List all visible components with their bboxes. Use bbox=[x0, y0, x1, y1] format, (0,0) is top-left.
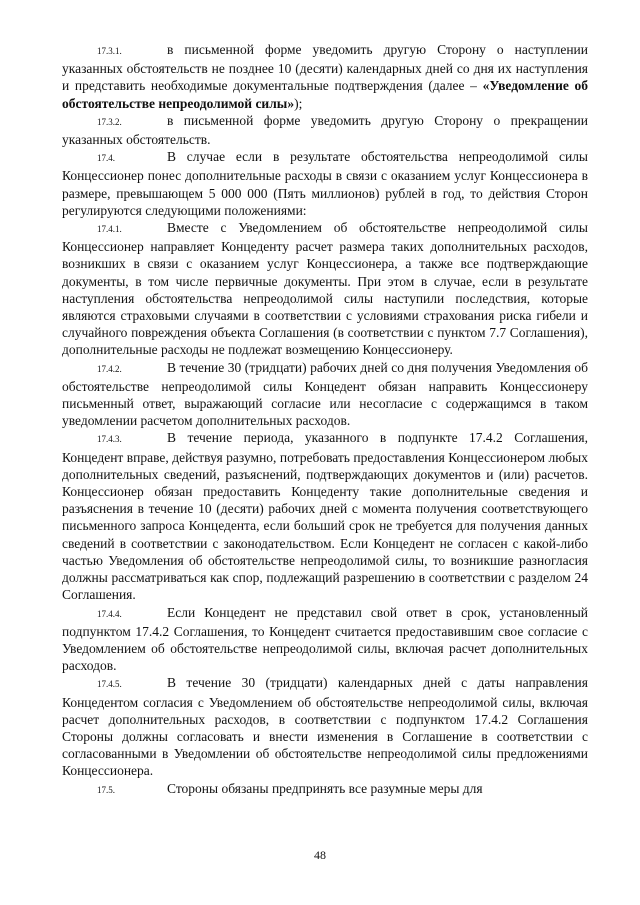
clause-number: 17.4. bbox=[97, 153, 115, 164]
clause-text: Стороны обязаны предпринять все разумные меры для bbox=[167, 780, 483, 796]
clause-number: 17.4.1. bbox=[97, 224, 122, 235]
clause-text: В течение 30 (тридцати) рабочих дней со дня получения Уведомления об обстоятельстве непреодолимой силы Концедент обязан направить Концессионеру письменный ответ, выражающий согласие или несогласие с содержащимся в таком уведомлении расчетом дополнительных расходов. bbox=[62, 359, 588, 429]
clause-number: 17.4.5. bbox=[97, 679, 122, 690]
clause-17-4-1 bbox=[62, 219, 588, 359]
clause-text: В случае если в результате обстоятельства непреодолимой силы Концессионер понес дополнительные расходы в связи с оказанием услуг Концессионера в размере, превышающем 5 000 000 (Пять миллионов) рублей в год, то действия Сторон регулируются следующими положениями: bbox=[62, 149, 588, 218]
clause-17-4-5 bbox=[62, 674, 588, 779]
clause-text: в письменной форме уведомить другую Сторону о наступлении указанных обстоятельств не позднее 10 (десяти) календарных дней со дня их наступления и представить необходимые документальные подтверждения (далее – bbox=[62, 42, 588, 94]
clause-text: Если Концедент не представил свой ответ в срок, установленный подпунктом 17.4.2 Соглашения, то Концедент считается предоставившим свое согласие с Уведомлением об обстоятельстве непреодолимой силы, включая расчет дополнительных расходов. bbox=[62, 604, 588, 674]
clause-number: 17.4.3. bbox=[97, 434, 122, 445]
clause-17-3-2 bbox=[62, 112, 588, 148]
clause-text: В течение периода, указанного в подпункте 17.4.2 Соглашения, Концедент вправе, действуя разумно, потребовать предоставления Концессионером любых дополнительных сведений, разъяснений, подтверждающих документов и (или) расчетов. Концессионер обязан предоставить Концеденту такие дополнительные сведения и разъяснения в течение 10 (десяти) рабочих дней с момента получения соответствующего письменного запроса Концедента, если больший срок не требуется для получения данных сведений в соответствии с законодательством. Если Концедент не согласен с какой-либо частью Уведомления об обстоятельстве непреодолимой силы, то возникшие разногласия должны рассматриваться как спор, подлежащий разрешению в соответствии с разделом 24 Соглашения. bbox=[62, 430, 588, 603]
clause-17-4 bbox=[62, 148, 588, 219]
clause-17-4-2 bbox=[62, 359, 588, 430]
clause-17-4-4 bbox=[62, 604, 588, 675]
defined-term: «Уведомление об обстоятельстве непреодолимой силы» bbox=[62, 78, 588, 111]
clause-number: 17.5. bbox=[97, 784, 115, 795]
clause-text-end: ); bbox=[294, 95, 303, 111]
clause-17-4-3 bbox=[62, 429, 588, 603]
clause-17-5 bbox=[62, 780, 588, 799]
clause-number: 17.4.4. bbox=[97, 608, 122, 619]
clause-17-3-1 bbox=[62, 41, 588, 112]
clause-number: 17.3.1. bbox=[97, 46, 122, 56]
clause-number: 17.3.2. bbox=[97, 116, 122, 127]
clause-number: 17.4.2. bbox=[97, 363, 122, 374]
clause-text: в письменной форме уведомить другую Сторону о прекращении указанных обстоятельств. bbox=[62, 112, 588, 148]
clause-text: Вместе с Уведомлением об обстоятельстве непреодолимой силы Концессионер направляет Концеденту расчет размера таких дополнительных расходов, возникших в связи с оказанием услуг Концессионера, а также все подтверждающие документы, в том числе первичные документы. При этом в случае, если в результате наступления обстоятельства непреодолимой силы наступили последствия, которые являются страховыми случаями в соответствии с условиями страхования риска гибели и случайного повреждения объекта Соглашения (в соответствии с пунктом 7.7 Соглашения), дополнительные расходы не подлежат возмещению Концессионеру. bbox=[62, 220, 588, 358]
page-number: 48 bbox=[314, 848, 326, 862]
clause-text: В течение 30 (тридцати) календарных дней с даты направления Концедентом согласия с Уведомлением об обстоятельстве непреодолимой силы, включая расчет дополнительных расходов, в соответствии с подпунктом 17.4.2 Соглашения Стороны должны согласовать и внести изменения в Соглашение в соответствии с согласованными в Уведомлении об обстоятельстве непреодолимой силы предложениями Концессионера. bbox=[62, 675, 588, 779]
